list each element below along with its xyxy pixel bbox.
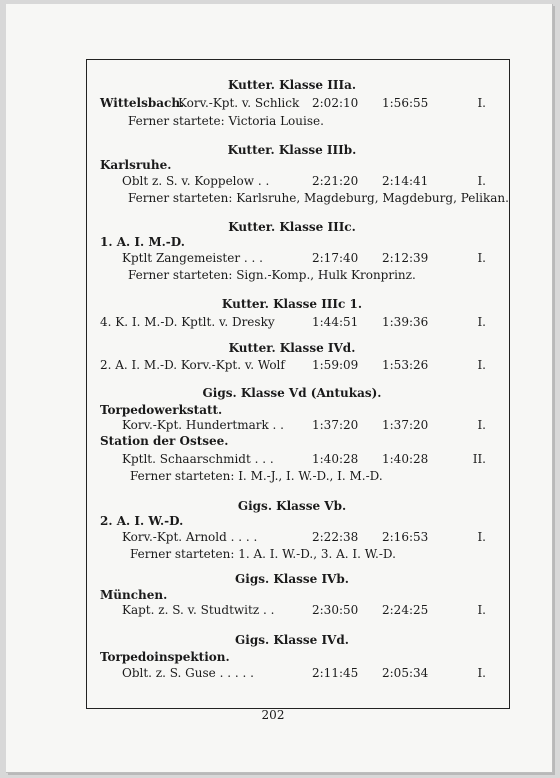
section-heading: Gigs. Klasse Vd (Antukas). xyxy=(202,386,382,400)
result-row xyxy=(122,528,492,546)
club-name: Karlsruhe. xyxy=(100,158,172,172)
placing: I. xyxy=(477,174,486,188)
placing: I. xyxy=(477,418,486,432)
helmsman: Oblt. z. S. Guse . . . . . xyxy=(122,666,254,680)
placing: I. xyxy=(477,603,486,617)
time-corrected: 2:05:34 xyxy=(382,666,429,680)
time-elapsed: 2:21:20 xyxy=(312,174,359,188)
club-name: Torpedoinspektion. xyxy=(100,650,230,664)
time-elapsed: 2:17:40 xyxy=(312,251,359,265)
placing: I. xyxy=(477,530,486,544)
section-heading: Kutter. Klasse IIIb. xyxy=(227,143,357,157)
time-corrected: 1:39:36 xyxy=(382,315,429,329)
result-row xyxy=(122,664,492,682)
section-heading: Gigs. Klasse IVd. xyxy=(235,633,349,647)
page-edge-marks xyxy=(544,44,552,124)
time-elapsed: 2:02:10 xyxy=(312,96,359,110)
time-corrected: 2:12:39 xyxy=(382,251,429,265)
other-starters: Ferner starteten: Sign.-Komp., Hulk Kronprinz. xyxy=(128,268,416,282)
helmsman: Oblt z. S. v. Koppelow . . xyxy=(122,174,270,188)
time-elapsed: 2:11:45 xyxy=(312,666,359,680)
crew-and-helmsman: 4. K. I. M.-D. Kptlt. v. Dresky xyxy=(100,315,275,329)
time-corrected: 1:53:26 xyxy=(382,358,429,372)
time-elapsed: 1:59:09 xyxy=(312,358,359,372)
result-row xyxy=(100,94,492,112)
time-elapsed: 1:40:28 xyxy=(312,452,359,466)
helmsman: Korv.-Kpt. v. Schlick xyxy=(178,96,300,110)
time-corrected: 2:16:53 xyxy=(382,530,429,544)
result-row xyxy=(122,172,492,190)
placing: I. xyxy=(477,358,486,372)
time-elapsed: 2:22:38 xyxy=(312,530,359,544)
section-heading: Gigs. Klasse IVb. xyxy=(235,572,349,586)
section-heading: Gigs. Klasse Vb. xyxy=(237,499,347,513)
placing: I. xyxy=(477,315,486,329)
result-row xyxy=(122,601,492,619)
club-name: Wittelsbach. xyxy=(100,96,185,110)
section-heading: Kutter. Klasse IVd. xyxy=(228,341,356,355)
crew-and-helmsman: 2. A. I. M.-D. Korv.-Kpt. v. Wolf xyxy=(100,358,285,372)
club-name: 2. A. I. W.-D. xyxy=(100,514,184,528)
time-corrected: 2:14:41 xyxy=(382,174,429,188)
time-elapsed: 2:30:50 xyxy=(312,603,359,617)
helmsman: Korv.-Kpt. Hundertmark . . xyxy=(122,418,284,432)
time-corrected: 1:37:20 xyxy=(382,418,429,432)
result-row xyxy=(100,356,492,374)
club-name: Torpedowerkstatt. xyxy=(100,403,223,417)
section-heading: Kutter. Klasse IIIa. xyxy=(227,78,357,92)
time-corrected: 2:24:25 xyxy=(382,603,429,617)
time-corrected: 1:56:55 xyxy=(382,96,429,110)
other-starters: Ferner starteten: Karlsruhe, Magdeburg, Magdeburg, Pelikan. xyxy=(128,191,509,205)
placing: I. xyxy=(477,96,486,110)
time-elapsed: 1:44:51 xyxy=(312,315,359,329)
page-number: 202 xyxy=(261,708,285,722)
other-starters: Ferner starteten: 1. A. I. W.-D., 3. A. I. W.-D. xyxy=(130,547,396,561)
club-name: Station der Ostsee. xyxy=(100,434,229,448)
placing: II. xyxy=(472,452,486,466)
result-row xyxy=(122,450,492,468)
placing: I. xyxy=(477,666,486,680)
helmsman: Kptlt. Schaarschmidt . . . xyxy=(122,452,274,466)
placing: I. xyxy=(477,251,486,265)
time-elapsed: 1:37:20 xyxy=(312,418,359,432)
club-name: 1. A. I. M.-D. xyxy=(100,235,185,249)
helmsman: Kapt. z. S. v. Studtwitz . . xyxy=(122,603,275,617)
helmsman: Kptlt Zangemeister . . . xyxy=(122,251,263,265)
section-heading: Kutter. Klasse IIIc. xyxy=(228,220,356,234)
other-starters: Ferner startete: Victoria Louise. xyxy=(128,114,324,128)
result-row xyxy=(100,313,492,331)
club-name: München. xyxy=(100,588,168,602)
other-starters: Ferner starteten: I. M.-J., I. W.-D., I. M.-D. xyxy=(130,469,383,483)
helmsman: Korv.-Kpt. Arnold . . . . xyxy=(122,530,258,544)
result-row xyxy=(122,249,492,267)
section-heading: Kutter. Klasse IIIc 1. xyxy=(221,297,363,311)
time-corrected: 1:40:28 xyxy=(382,452,429,466)
